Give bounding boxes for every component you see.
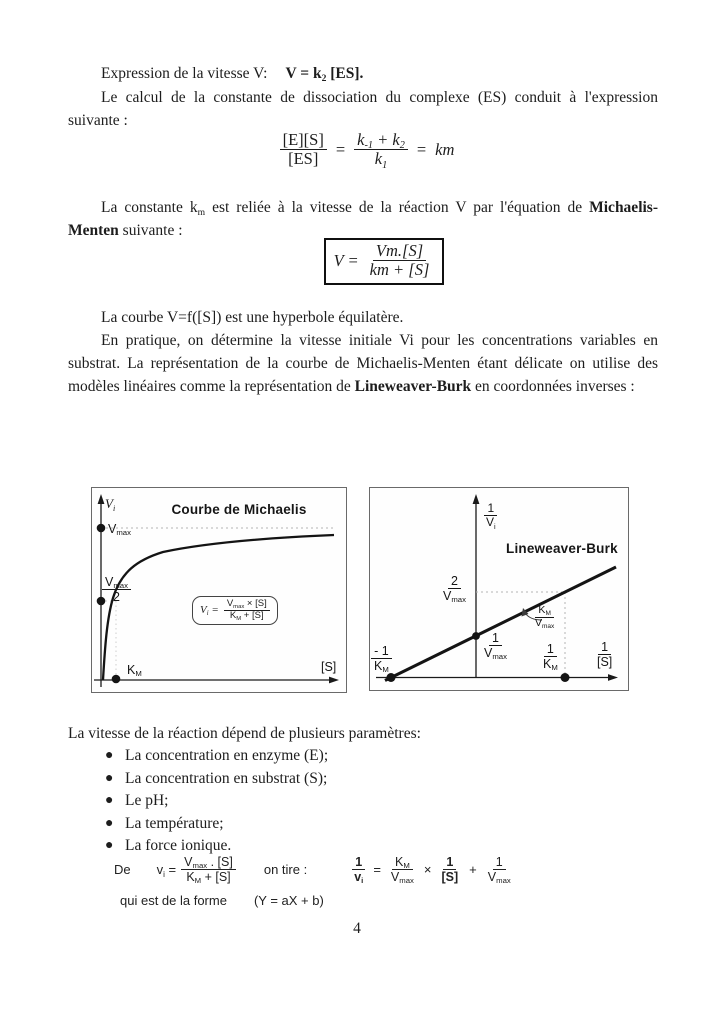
inset-fraction: $V_{max} \times [S]$ $K_M + [S]$ bbox=[224, 599, 270, 621]
list-item: ● La force ionique. bbox=[105, 835, 625, 858]
bullet-icon: ● bbox=[105, 793, 114, 808]
vi-equals: $v_i$ = bbox=[156, 862, 177, 879]
forme-equation: (Y = aX + b) bbox=[253, 893, 324, 908]
paragraph-calcul-constante: Le calcul de la constante de dissociation du complexe (ES) conduit à l'expression suivante : bbox=[68, 89, 658, 129]
michaelis-chart bbox=[91, 487, 347, 693]
equals-sign: = bbox=[335, 140, 346, 160]
parametres-list bbox=[105, 745, 625, 858]
plus-sign: + bbox=[469, 862, 477, 877]
michaelis-menten-boxed-equation: V = $\frac{Vm.[S]}{km + [S]}$ bbox=[324, 238, 445, 285]
fraction-k-constants: $\frac{k_{-1} + k_2}{k_1}$ bbox=[354, 131, 408, 169]
y-axis-label-inv-vi: 1 $V_i$ bbox=[486, 501, 496, 531]
lineweaver-burk-chart bbox=[369, 487, 629, 691]
km-result: km bbox=[435, 140, 455, 160]
x-axis-label-inv-s: 1 [S] bbox=[597, 640, 613, 669]
vmax-half-label: $V_{max}$ 2 bbox=[102, 575, 131, 604]
paragraph-pratique: En pratique, on détermine la vitesse initiale Vi pour les concentrations variables en substrat. La représentation de la courbe de Michaelis-Menten étant délicate on utilise des modèles linéaires comme la représentation de Lineweaver-Burk en coordonnées inverses : bbox=[68, 332, 658, 395]
times-sign: × bbox=[423, 862, 432, 877]
paragraph-hyperbole: La courbe V=f([S]) est une hyperbole équilatère. bbox=[101, 309, 404, 326]
bullet-icon: ● bbox=[105, 815, 114, 831]
x-axis-label-s: [S] bbox=[321, 660, 337, 674]
lineweaver-title: Lineweaver-Burk bbox=[506, 541, 618, 556]
fraction-inv-s: $\frac{1}{[S]}$ bbox=[441, 855, 459, 884]
bullet-icon: ● bbox=[105, 770, 114, 786]
michaelis-title: Courbe de Michaelis bbox=[171, 502, 307, 517]
paragraph-vitesse bbox=[68, 62, 658, 85]
slope-km-vmax-label: $K_M$ $V_{max}$ bbox=[535, 604, 555, 630]
bullet-icon: ● bbox=[105, 838, 114, 853]
paragraph-parametres-intro: La vitesse de la réaction dépend de plusieurs paramètres: bbox=[68, 725, 421, 742]
vmax-label: $V_{max}$ bbox=[108, 522, 131, 538]
two-over-vmax-label: 2 $V_{max}$ bbox=[443, 574, 466, 605]
lineweaver-line bbox=[385, 567, 616, 681]
paragraph-constante-km: La constante $k_m$ est reliée à la vitesse de la réaction V par l'équation de Michaelis-Menten suivante : bbox=[68, 199, 658, 239]
vitesse-label: Expression de la vitesse V: bbox=[101, 65, 268, 82]
list-item: ● La concentration en substrat (S); bbox=[105, 768, 625, 791]
figure-header-forme bbox=[120, 889, 324, 912]
vitesse-equation: $V = k_2$ [ES]. bbox=[285, 65, 364, 85]
equals-sign: = bbox=[373, 862, 381, 877]
figure-header-equation bbox=[114, 855, 514, 884]
fraction-vm-s: $\frac{Vm.[S]}{km + [S]}$ bbox=[369, 241, 430, 280]
fraction-km-vmax: $K_M$ $V_{max}$ bbox=[390, 855, 414, 886]
y-axis-label-vi: $V_i$ bbox=[105, 496, 116, 513]
one-over-vmax-label: 1 $V_{max}$ bbox=[484, 631, 507, 662]
one-over-km-label: 1 $K_M$ bbox=[543, 642, 558, 673]
on-tire-label: on tire : bbox=[263, 862, 308, 877]
page-number: 4 bbox=[353, 920, 361, 937]
list-item: ● La température; bbox=[105, 813, 625, 836]
michaelis-menten-equation-container bbox=[22, 238, 724, 285]
fraction-michaelis: $V_{max}$ . [S] $K_M + [S]$ bbox=[181, 855, 236, 884]
fraction-es: $\frac{[E][S]}{[ES]}$ bbox=[280, 131, 327, 169]
michaelis-inset-formula: $V_i$ = $V_{max} \times [S]$ $K_M + [S]$ bbox=[192, 596, 278, 625]
km-label: $K_M$ bbox=[127, 663, 142, 679]
list-item: ● La concentration en enzyme (E); bbox=[105, 745, 625, 768]
fraction-inv-vmax: 1 $V_{max}$ bbox=[487, 855, 511, 886]
list-item: ● Le pH; bbox=[105, 790, 625, 813]
bullet-icon: ● bbox=[105, 748, 114, 763]
neg-one-over-km-label: - 1 $K_M$ bbox=[371, 644, 392, 673]
formula-dissociation bbox=[5, 131, 724, 169]
fraction-inv-vi: $\frac{1}{v_i}$ bbox=[354, 855, 364, 886]
equals-sign: = bbox=[416, 140, 427, 160]
de-label: De bbox=[114, 862, 131, 877]
forme-label: qui est de la forme bbox=[120, 893, 227, 908]
